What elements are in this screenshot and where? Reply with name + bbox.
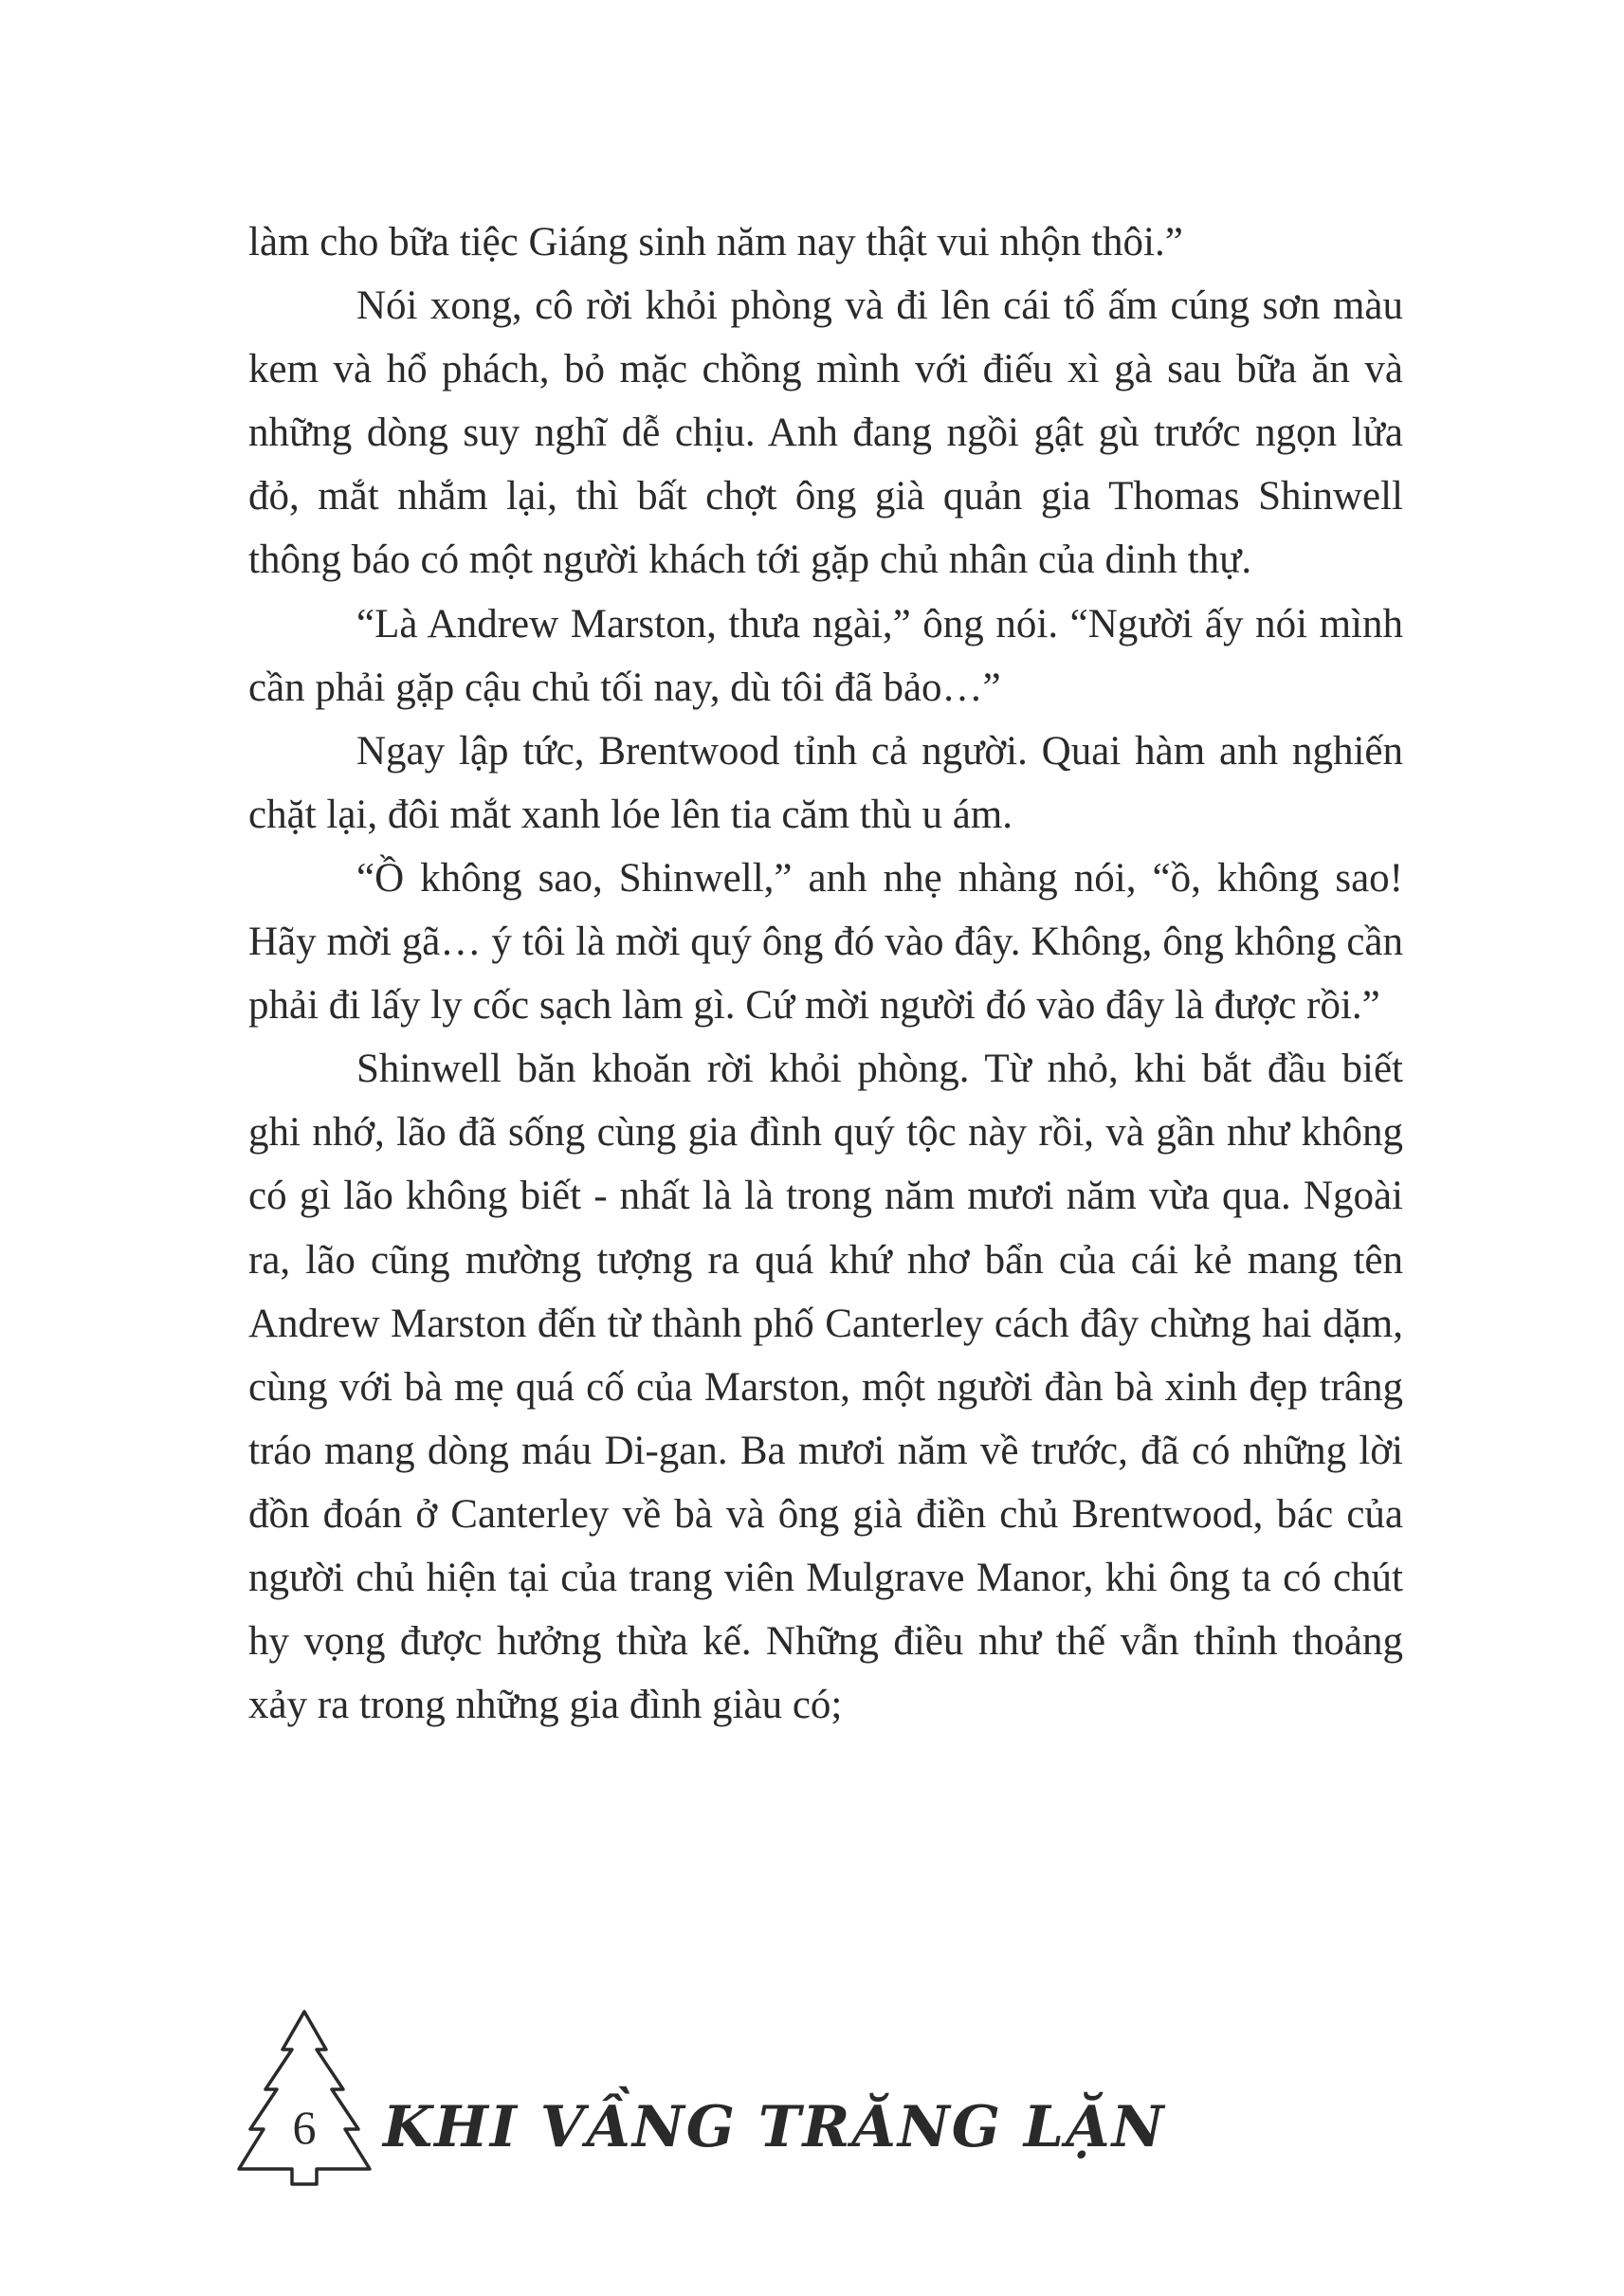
paragraph: “Ồ không sao, Shinwell,” anh nhẹ nhàng nói, “ồ, không sao! Hãy mời gã… ý tôi là mời quý ông đó vào đây. Không, ông không cần phải đi lấy ly cốc sạch làm gì. Cứ mời người đó vào đây là được rồi.” bbox=[248, 855, 1403, 1029]
paragraph-continued: làm cho bữa tiệc Giáng sinh năm nay thật vui nhộn thôi.” bbox=[248, 220, 1183, 264]
page-footer bbox=[233, 2006, 1166, 2186]
paragraph: Ngay lập tức, Brentwood tỉnh cả người. Quai hàm anh nghiến chặt lại, đôi mắt xanh lóe lên tia căm thù u ám. bbox=[248, 728, 1403, 837]
page-number: 6 bbox=[292, 2101, 317, 2154]
paragraph: “Là Andrew Marston, thưa ngài,” ông nói. “Người ấy nói mình cần phải gặp cậu chủ tối nay, dù tôi đã bảo…” bbox=[248, 601, 1403, 710]
paragraph: Shinwell băn khoăn rời khỏi phòng. Từ nhỏ, khi bắt đầu biết ghi nhớ, lão đã sống cùng gia đình quý tộc này rồi, và gần như không có gì lão không biết - nhất là là trong năm mươi năm vừa qua. Ngoài ra, lão cũng mường tượng ra quá khứ nhơ bẩn của cái kẻ mang tên Andrew Marston đến từ thành phố Canterley cách đây chừng hai dặm, cùng với bà mẹ quá cố của Marston, một người đàn bà xinh đẹp trâng tráo mang dòng máu Di-gan. Ba mươi năm về trước, đã có những lời đồn đoán ở Canterley về bà và ông già điền chủ Brentwood, bác của người chủ hiện tại của trang viên Mulgrave Manor, khi ông ta có chút hy vọng được hưởng thừa kế. Những điều như thế vẫn thỉnh thoảng xảy ra trong những gia đình giàu có; bbox=[248, 1047, 1403, 1728]
paragraph: Nói xong, cô rời khỏi phòng và đi lên cái tổ ấm cúng sơn màu kem và hổ phách, bỏ mặc chồng mình với điếu xì gà sau bữa ăn và những dòng suy nghĩ dễ chịu. Anh đang ngồi gật gù trước ngọn lửa đỏ, mắt nhắm lại, thì bất chợt ông già quản gia Thomas Shinwell thông báo có một người khách tới gặp chủ nhân của dinh thự. bbox=[248, 283, 1403, 583]
pine-tree-icon bbox=[233, 2006, 375, 2186]
body-text bbox=[248, 210, 1403, 1737]
book-title: KHI VẦNG TRĂNG LẶN bbox=[383, 2094, 1166, 2160]
